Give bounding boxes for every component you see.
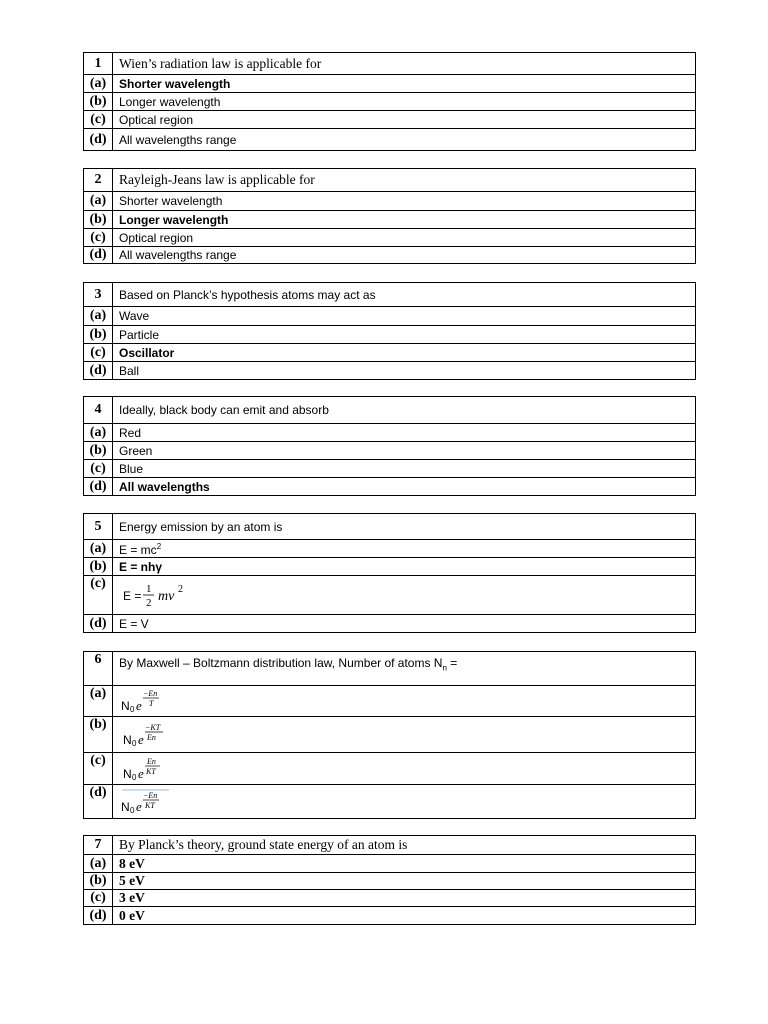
question-5	[83, 513, 696, 633]
question-4	[83, 396, 696, 496]
boltzmann-formula	[121, 688, 181, 714]
boltzmann-formula	[123, 722, 183, 748]
question-number: 1	[84, 53, 113, 75]
exponent-numerator: −En	[143, 790, 158, 800]
question-text: Energy emission by an atom is	[113, 514, 696, 540]
option-text: Shorter wavelength	[113, 75, 696, 93]
exponent-denominator: T	[149, 699, 154, 708]
option-text	[113, 540, 696, 558]
question-text: By Planck’s theory, ground state energy of an atom is	[113, 836, 696, 855]
question-number: 4	[84, 397, 113, 424]
option-text: All wavelengths range	[113, 129, 696, 151]
question-text: Ideally, black body can emit and absorb	[113, 397, 696, 424]
question-text: Rayleigh-Jeans law is applicable for	[113, 169, 696, 192]
question-text: Wien’s radiation law is applicable for	[113, 53, 696, 75]
option-label: (a)	[84, 540, 113, 558]
formula-base: N	[123, 766, 132, 781]
option-text: Particle	[113, 326, 696, 344]
option-text: Shorter wavelength	[113, 192, 696, 211]
boltzmann-formula	[123, 756, 183, 782]
question-1	[83, 52, 696, 151]
question-number: 5	[84, 514, 113, 540]
option-label: (c)	[84, 753, 113, 785]
option-label: (a)	[84, 424, 113, 442]
option-label: (a)	[84, 192, 113, 211]
exponent-numerator: En	[147, 756, 156, 766]
question-text	[113, 652, 696, 686]
option-label: (a)	[84, 686, 113, 717]
formula-subscript: 0	[132, 772, 137, 782]
formula-exp: e	[138, 765, 144, 781]
option-text: Red	[113, 424, 696, 442]
question-7	[83, 835, 696, 925]
fraction-numerator: 1	[146, 583, 152, 595]
option-text: Longer wavelength	[113, 211, 696, 229]
exponent-denominator: KT	[145, 800, 155, 810]
option-label: (b)	[84, 717, 113, 753]
formula-lhs: E =	[123, 589, 142, 603]
option-label: (b)	[84, 558, 113, 576]
exponent-denominator: KT	[146, 766, 156, 776]
option-formula	[113, 753, 696, 785]
exponent-numerator: −En	[143, 689, 158, 698]
option-text: 0 eV	[113, 907, 696, 925]
kinetic-energy-formula	[123, 580, 203, 610]
fraction-denominator: 2	[146, 597, 152, 609]
option-text: Blue	[113, 460, 696, 478]
option-text: Optical region	[113, 229, 696, 247]
exponent-numerator: −KT	[145, 722, 161, 732]
question-text: Based on Planck’s hypothesis atoms may act as	[113, 283, 696, 307]
formula-superscript: 2	[156, 542, 162, 551]
option-label: (b)	[84, 873, 113, 890]
question-number: 7	[84, 836, 113, 855]
formula-subscript: 0	[132, 738, 137, 748]
formula-mv: mv	[158, 589, 175, 604]
formula-base: N	[121, 699, 130, 713]
formula-subscript: 0	[130, 805, 135, 815]
boltzmann-formula	[121, 789, 191, 815]
option-label: (a)	[84, 855, 113, 873]
option-label: (c)	[84, 890, 113, 907]
option-text: Longer wavelength	[113, 93, 696, 111]
option-label: (c)	[84, 576, 113, 615]
option-label: (d)	[84, 615, 113, 633]
option-label: (d)	[84, 129, 113, 151]
formula-base: N	[121, 799, 130, 814]
formula-exp: e	[138, 731, 144, 747]
question-6	[83, 651, 696, 819]
option-label: (d)	[84, 785, 113, 819]
option-label: (b)	[84, 211, 113, 229]
option-text: Green	[113, 442, 696, 460]
option-label: (a)	[84, 307, 113, 326]
option-text: All wavelengths	[113, 478, 696, 496]
option-text: E = nhγ	[113, 558, 696, 576]
question-number: 3	[84, 283, 113, 307]
option-text: 5 eV	[113, 873, 696, 890]
formula-exp: e	[136, 798, 142, 814]
option-text: Ball	[113, 362, 696, 380]
option-formula	[113, 785, 696, 819]
formula-base: N	[123, 732, 132, 747]
option-label: (c)	[84, 460, 113, 478]
formula-text: E = mc	[119, 543, 157, 557]
option-label: (b)	[84, 442, 113, 460]
option-text: 3 eV	[113, 890, 696, 907]
option-label: (c)	[84, 111, 113, 129]
question-subscript: n	[442, 663, 447, 673]
exponent-denominator: En	[147, 732, 156, 742]
option-text: Optical region	[113, 111, 696, 129]
option-formula	[113, 717, 696, 753]
option-label: (b)	[84, 93, 113, 111]
option-label: (c)	[84, 344, 113, 362]
question-2	[83, 168, 696, 264]
option-label: (d)	[84, 362, 113, 380]
option-formula	[113, 576, 696, 615]
option-label: (a)	[84, 75, 113, 93]
option-label: (c)	[84, 229, 113, 247]
formula-subscript: 0	[130, 705, 135, 714]
option-label: (d)	[84, 478, 113, 496]
option-formula	[113, 686, 696, 717]
formula-superscript: 2	[178, 584, 183, 595]
option-text: 8 eV	[113, 855, 696, 873]
option-text: Wave	[113, 307, 696, 326]
question-3	[83, 282, 696, 380]
question-text-main: By Maxwell – Boltzmann distribution law, Number of atoms N	[119, 656, 443, 670]
option-label: (d)	[84, 247, 113, 264]
question-text-suffix: =	[446, 656, 458, 670]
option-text: Oscillator	[113, 344, 696, 362]
option-text: E = V	[113, 615, 696, 633]
question-number: 2	[84, 169, 113, 192]
question-number: 6	[84, 652, 113, 686]
option-label: (d)	[84, 907, 113, 925]
formula-exp: e	[136, 698, 142, 713]
option-text: All wavelengths range	[113, 247, 696, 264]
option-label: (b)	[84, 326, 113, 344]
